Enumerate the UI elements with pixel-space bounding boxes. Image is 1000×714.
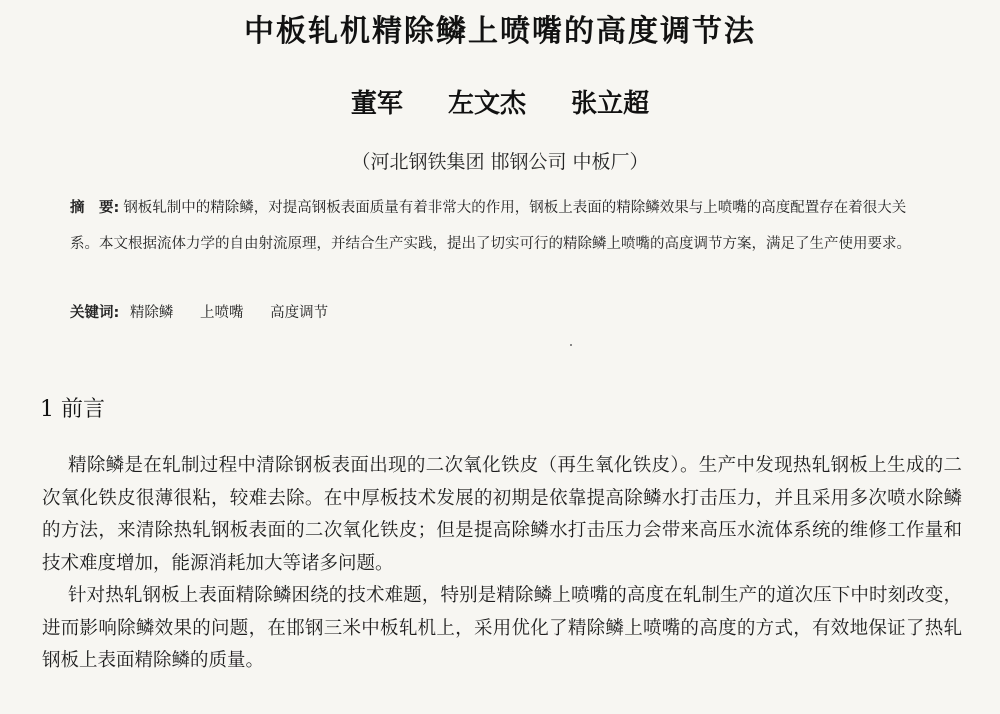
abstract — [70, 190, 930, 262]
keyword: 上喷嘴 — [200, 305, 244, 321]
section-body — [42, 450, 962, 678]
scan-speck — [570, 344, 572, 346]
keyword: 高度调节 — [270, 305, 329, 321]
paragraph: 精除鳞是在轧制过程中清除钢板表面出现的二次氧化铁皮（再生氧化铁皮）。生产中发现热轧钢板上生成的二次氧化铁皮很薄很粘，较难去除。在中厚板技术发展的初期是依靠提高除鳞水打击压力，并且采用多次喷水除鳞的方法，来清除热轧钢板表面的二次氧化铁皮；但是提高除鳞水打击压力会带来高压水流体系统的维修工作量和技术难度增加，能源消耗加大等诸多问题。 — [42, 455, 962, 574]
author-name: 董军 — [350, 89, 403, 119]
author-name: 张立超 — [571, 89, 650, 119]
author-list — [0, 83, 1000, 120]
affiliation: （河北钢铁集团 邯钢公司 中板厂） — [351, 151, 649, 173]
abstract-text: 钢板轧制中的精除鳞，对提高钢板表面质量有着非常大的作用，钢板上表面的精除鳞效果与上喷嘴的高度配置存在着很大关系。本文根据流体力学的自由射流原理，并结合生产实践，提出了切实可行的精除鳞上喷嘴的高度调节方案，满足了生产使用要求。 — [70, 200, 911, 252]
author-name: 左文杰 — [447, 89, 526, 119]
section-heading: 1 前言 — [40, 397, 105, 422]
abstract-label: 摘 要: — [70, 200, 120, 216]
paper-title: 中板轧机精除鳞上喷嘴的高度调节法 — [244, 14, 756, 49]
keywords-label: 关键词: — [70, 305, 120, 321]
paragraph: 针对热轧钢板上表面精除鳞困绕的技术难题，特别是精除鳞上喷嘴的高度在轧制生产的道次压下中时刻改变，进而影响除鳞效果的问题，在邯钢三米中板轧机上，采用优化了精除鳞上喷嘴的高度的方式，有效地保证了热轧钢板上表面精除鳞的质量。 — [42, 585, 962, 671]
keywords — [70, 301, 930, 322]
keyword: 精除鳞 — [129, 305, 174, 321]
